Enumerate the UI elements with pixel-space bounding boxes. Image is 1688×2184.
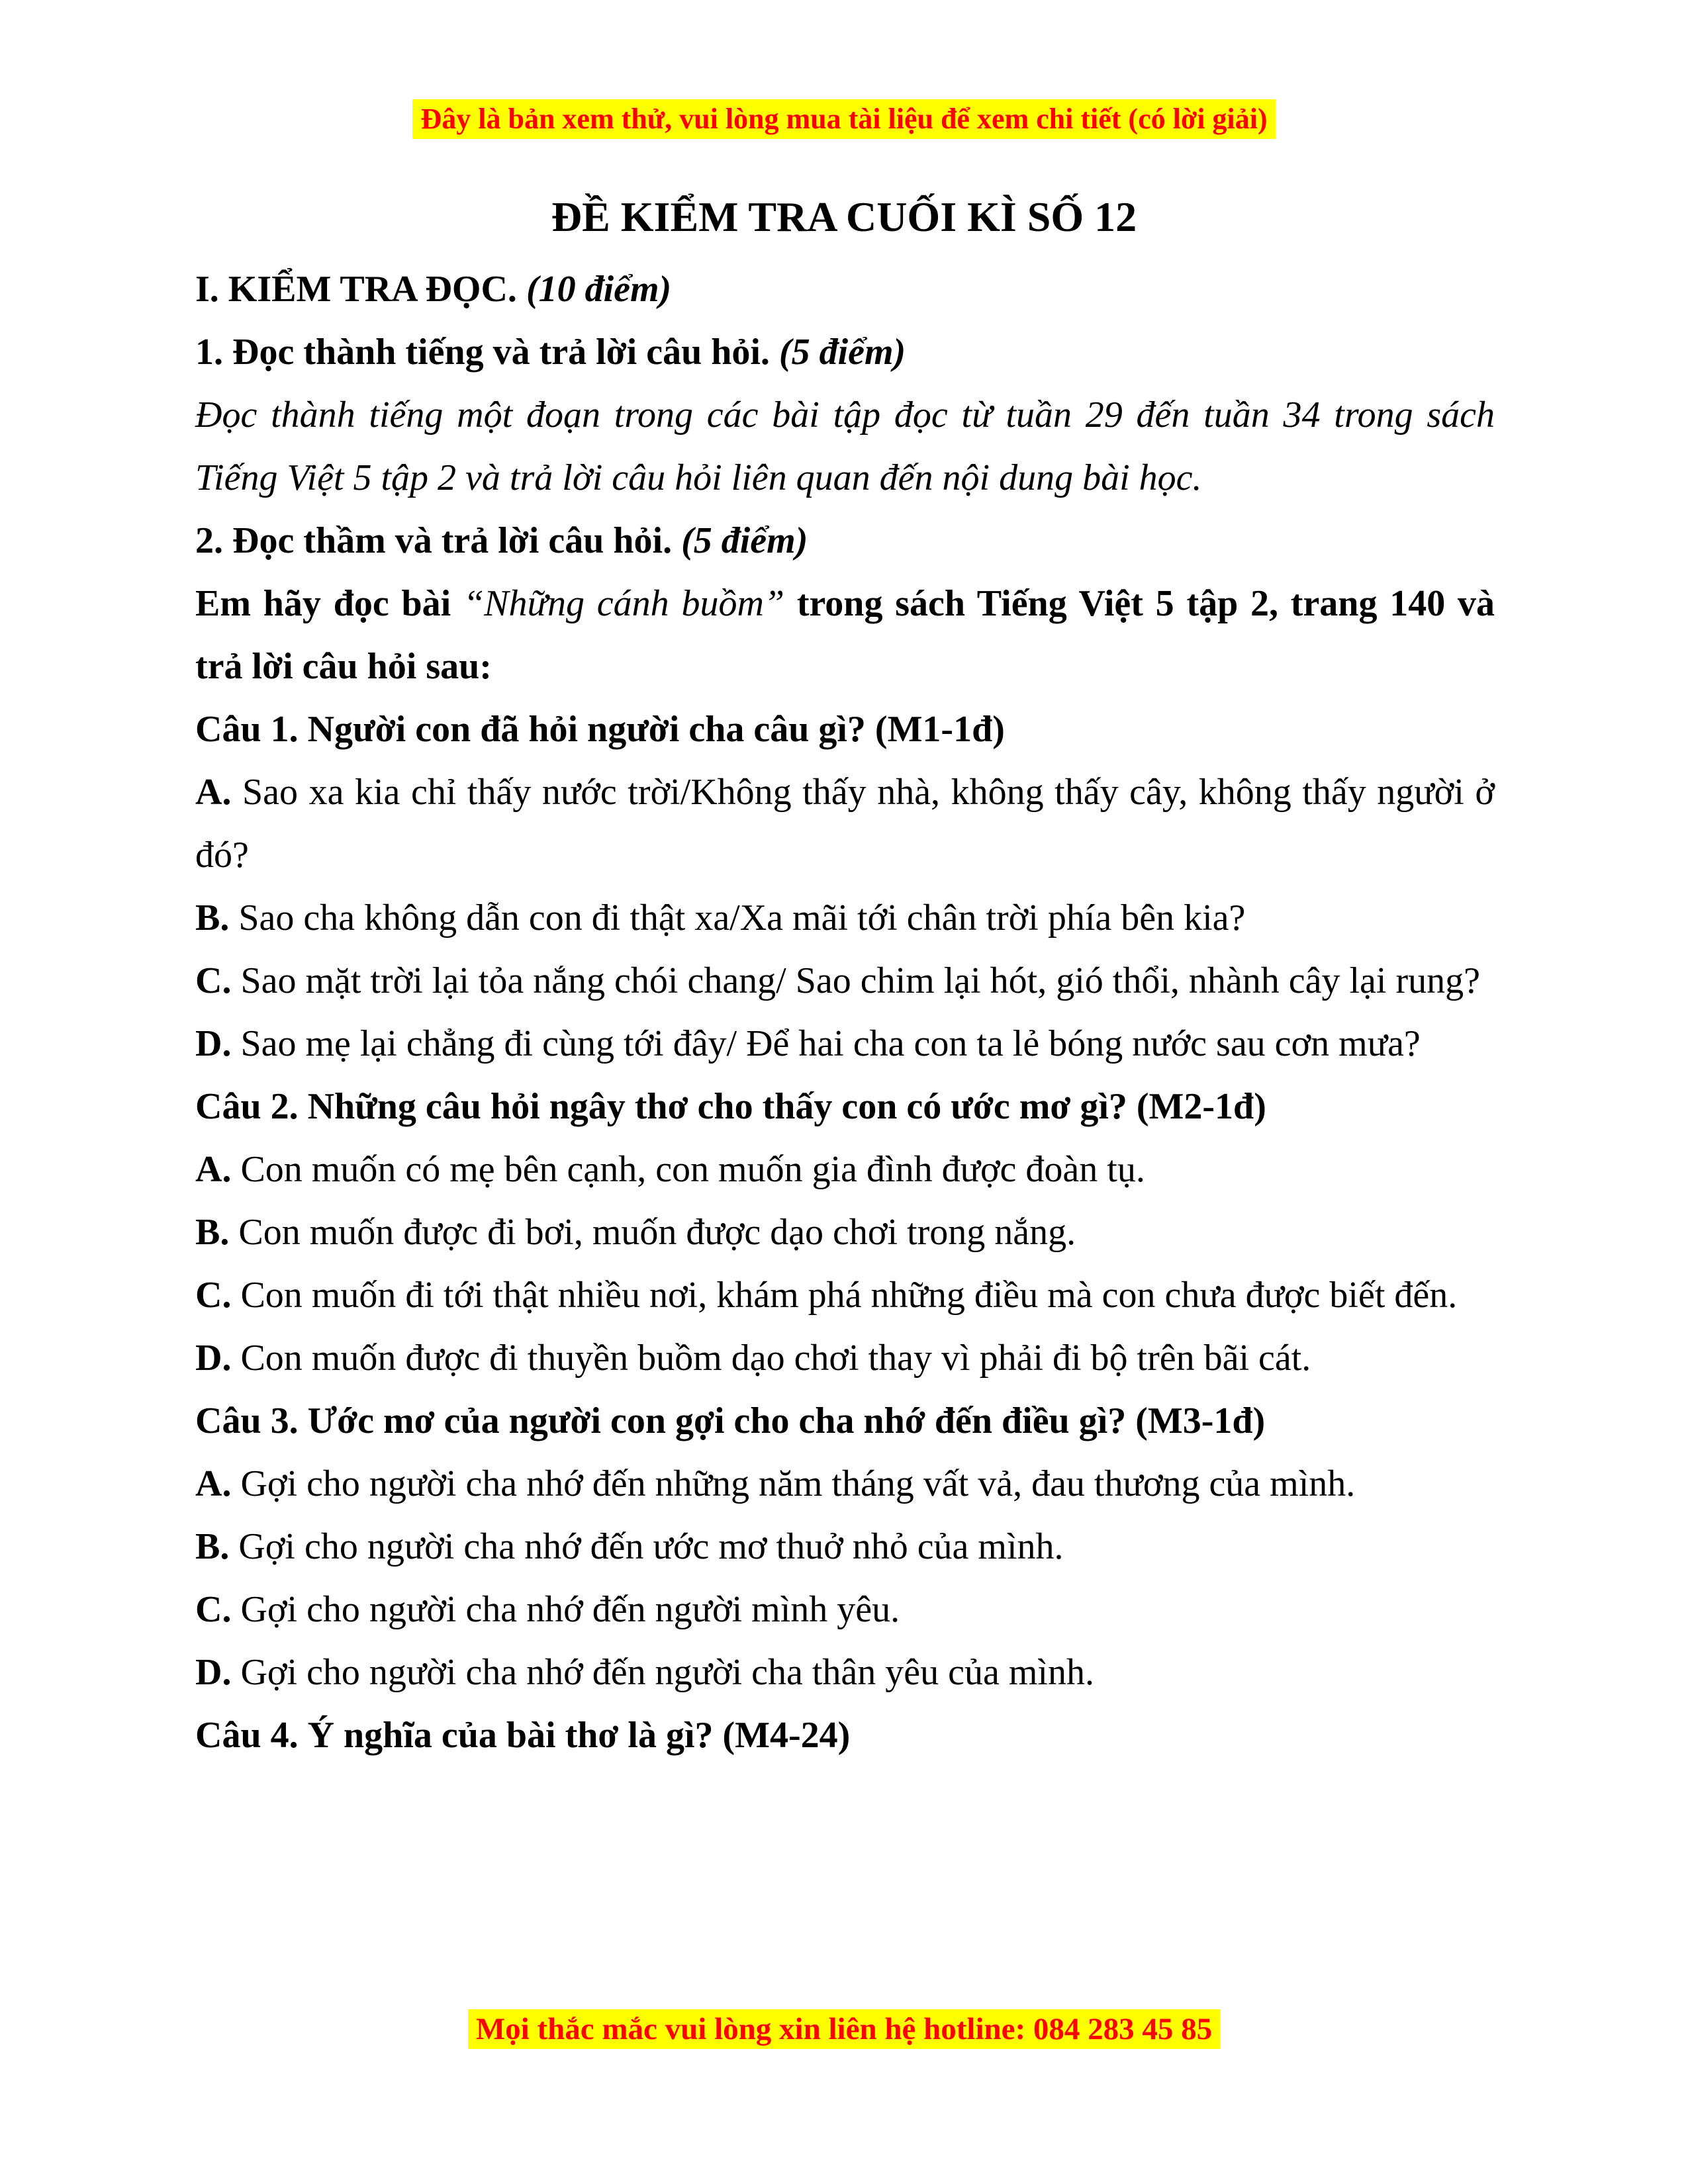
section-heading-text: I. KIỂM TRA ĐỌC. [195, 269, 517, 310]
option-text: Sao mẹ lại chẳng đi cùng tới đây/ Để hai cha con ta lẻ bóng nước sau cơn mưa? [240, 1023, 1421, 1064]
option-letter: C. [195, 1275, 232, 1316]
section-heading-points: (10 điểm) [526, 269, 672, 310]
option-letter: B. [195, 1212, 230, 1253]
reading-intro-post: trong sách Tiếng Việt 5 tập 2, trang 140 và trả lời câu hỏi sau: [195, 583, 1495, 687]
reading-intro [195, 572, 1495, 698]
preview-notice-banner [0, 99, 1688, 139]
question-3-label: Câu 3. Ước mơ của người con gợi cho cha nhớ đến điều gì? (M3-1đ) [195, 1400, 1266, 1441]
item2-label: 2. Đọc thầm và trả lời câu hỏi. [195, 520, 673, 561]
question-2-label: Câu 2. Những câu hỏi ngây thơ cho thấy con có ước mơ gì? (M2-1đ) [195, 1086, 1266, 1127]
option-text: Gợi cho người cha nhớ đến ước mơ thuở nhỏ của mình. [238, 1526, 1064, 1567]
question-1-option-a [195, 761, 1495, 887]
question-2-option-b [195, 1201, 1495, 1264]
preview-notice-text: Đây là bản xem thử, vui lòng mua tài liệu để xem chi tiết (có lời giải) [412, 99, 1275, 139]
option-letter: D. [195, 1338, 232, 1379]
option-text: Gợi cho người cha nhớ đến người cha thân yêu của mình. [240, 1652, 1094, 1693]
question-1-option-b [195, 887, 1495, 950]
question-3-option-a [195, 1453, 1495, 1516]
question-3-option-d [195, 1641, 1495, 1704]
question-1-label: Câu 1. Người con đã hỏi người cha câu gì? (M1-1đ) [195, 709, 1005, 750]
option-text: Sao cha không dẫn con đi thật xa/Xa mãi tới chân trời phía bên kia? [238, 897, 1246, 938]
option-letter: A. [195, 772, 232, 813]
option-text: Gợi cho người cha nhớ đến người mình yêu. [240, 1589, 900, 1630]
option-text: Sao xa kia chỉ thấy nước trời/Không thấy nhà, không thấy cây, không thấy người ở đó? [195, 772, 1495, 876]
item1-description: Đọc thành tiếng một đoạn trong các bài tập đọc từ tuần 29 đến tuần 34 trong sách Tiếng Việt 5 tập 2 và trả lời câu hỏi liên quan đến nội dung bài học. [195, 394, 1495, 498]
option-letter: B. [195, 1526, 230, 1567]
hotline-banner [0, 2009, 1688, 2049]
option-letter: A. [195, 1149, 232, 1190]
section-heading [195, 258, 1495, 321]
reading-intro-pre: Em hãy đọc bài [195, 583, 451, 624]
option-text: Con muốn được đi thuyền buồm dạo chơi thay vì phải đi bộ trên bãi cát. [240, 1338, 1311, 1379]
question-3-option-c [195, 1578, 1495, 1641]
document-body [195, 258, 1495, 1767]
option-text: Gợi cho người cha nhớ đến những năm tháng vất vả, đau thương của mình. [240, 1463, 1356, 1504]
question-4-label: Câu 4. Ý nghĩa của bài thơ là gì? (M4-24) [195, 1715, 851, 1756]
item1-label: 1. Đọc thành tiếng và trả lời câu hỏi. [195, 332, 770, 373]
option-letter: D. [195, 1652, 232, 1693]
question-2-option-d [195, 1327, 1495, 1390]
question-1-option-c [195, 950, 1495, 1013]
option-letter: D. [195, 1023, 232, 1064]
hotline-text: Mọi thắc mắc vui lòng xin liên hệ hotline: 084 283 45 85 [468, 2009, 1220, 2049]
page-title: ĐỀ KIỂM TRA CUỐI KÌ SỐ 12 [551, 193, 1137, 240]
option-letter: A. [195, 1463, 232, 1504]
question-1-option-d [195, 1013, 1495, 1075]
item2-points: (5 điểm) [681, 520, 808, 561]
option-text: Sao mặt trời lại tỏa nắng chói chang/ Sao chim lại hót, gió thổi, nhành cây lại rung? [240, 960, 1480, 1001]
question-2-option-c [195, 1264, 1495, 1327]
option-text: Con muốn được đi bơi, muốn được dạo chơi trong nắng. [238, 1212, 1076, 1253]
option-text: Con muốn có mẹ bên cạnh, con muốn gia đình được đoàn tụ. [240, 1149, 1145, 1190]
reading-title-quote: “Những cánh buồm” [463, 583, 785, 624]
item1-points: (5 điểm) [778, 332, 906, 373]
option-letter: C. [195, 960, 232, 1001]
item2-heading [195, 510, 1495, 572]
question-2-option-a [195, 1138, 1495, 1201]
option-letter: C. [195, 1589, 232, 1630]
item1-heading [195, 321, 1495, 384]
option-letter: B. [195, 897, 230, 938]
option-text: Con muốn đi tới thật nhiều nơi, khám phá những điều mà con chưa được biết đến. [240, 1275, 1458, 1316]
question-3-option-b [195, 1516, 1495, 1578]
